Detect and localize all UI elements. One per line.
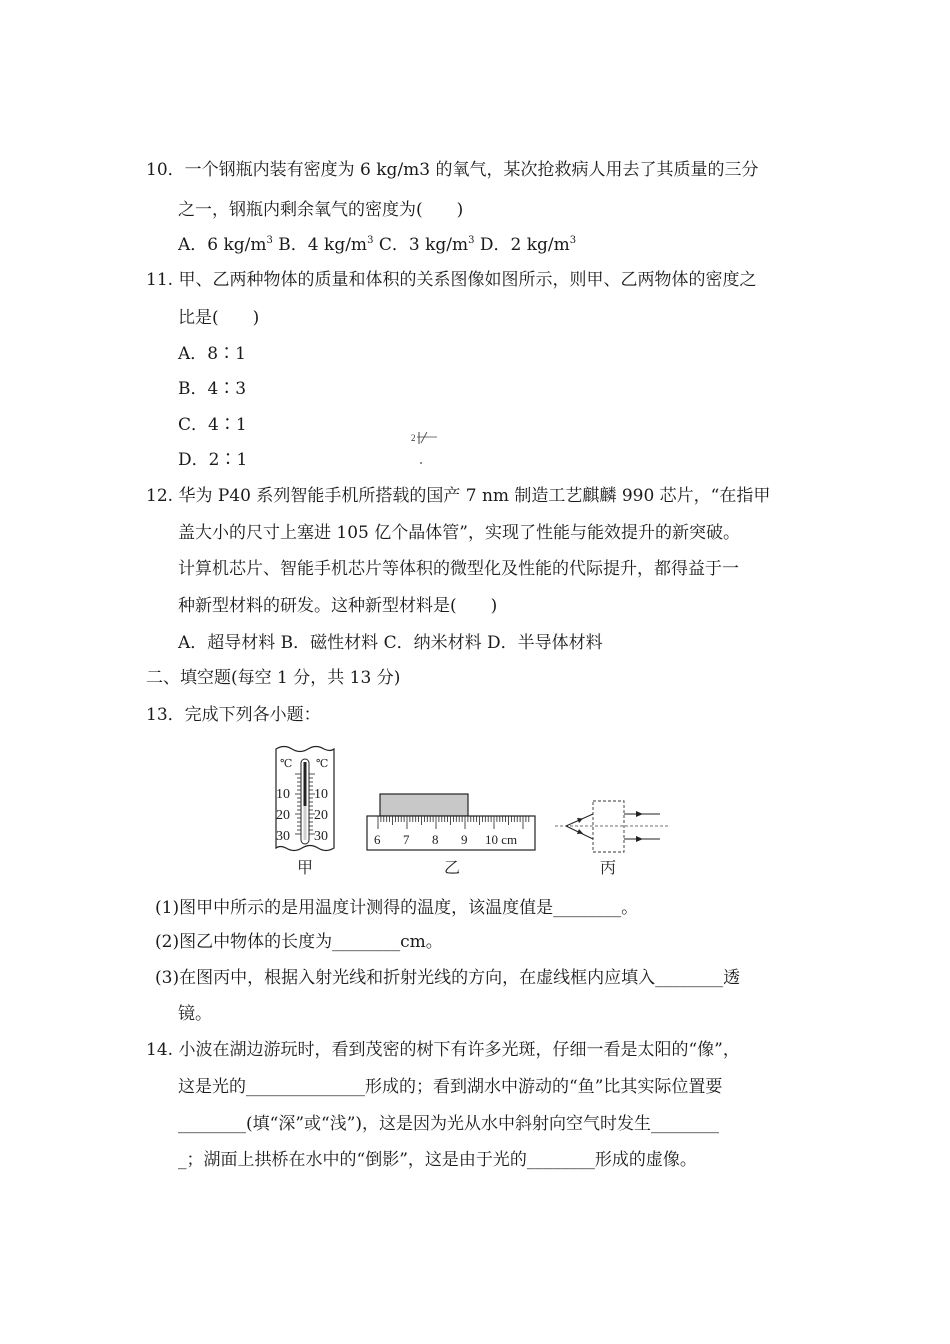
- q12-stem-line1: 12. 华为 P40 系列智能手机所搭载的国产 7 nm 制造工艺麒麟 990 芯片，“在指甲: [146, 486, 771, 506]
- q11-graph-fragment: [408, 428, 444, 468]
- q11-stem-line2: 比是( ): [178, 308, 260, 328]
- q10-options: [178, 233, 576, 257]
- q11-stem-line1: 11. 甲、乙两种物体的质量和体积的关系图像如图所示，则甲、乙两物体的密度之: [146, 270, 757, 290]
- q10-stem-line2: 之一，钢瓶内剩余氧气的密度为( ): [178, 200, 464, 220]
- q12-stem-line2: 盖大小的尺寸上塞进 105 亿个晶体管”，实现了性能与能效提升的新突破。: [178, 523, 740, 543]
- thermo-right-30: 30: [314, 829, 328, 844]
- q10-sup-a: 3: [266, 235, 273, 246]
- thermo-unit-left: ℃: [280, 758, 293, 770]
- q12-options: A．超导材料 B．磁性材料 C．纳米材料 D．半导体材料: [178, 633, 603, 653]
- thermo-left-30: 30: [276, 829, 290, 844]
- q11-option-a: A．8∶1: [178, 344, 246, 364]
- q10-option-d: D．2 kg/m: [474, 235, 570, 255]
- q13-figure: [270, 744, 680, 880]
- ruler-label-7: 7: [403, 832, 410, 847]
- thermo-unit-right: ℃: [316, 758, 329, 770]
- caption-yi: 乙: [444, 860, 461, 877]
- q12-stem-line3: 计算机芯片、智能手机芯片等体积的微型化及性能的代际提升，都得益于一: [178, 559, 739, 579]
- q13-sub3-line1: (3)在图丙中，根据入射光线和折射光线的方向，在虚线框内应填入________透: [155, 968, 741, 988]
- q11-option-b: B．4∶3: [178, 379, 247, 399]
- thermo-right-20: 20: [314, 808, 328, 823]
- q11-option-c: C．4∶1: [178, 415, 247, 435]
- thermo-left-20: 20: [276, 808, 290, 823]
- ruler-label-9: 9: [461, 832, 468, 847]
- section-title: 二、填空题(每空 1 分，共 13 分): [146, 668, 401, 688]
- caption-bing: 丙: [600, 860, 617, 877]
- lens-figure: [555, 801, 668, 877]
- q14-line3: ________(填“深”或“浅”)，这是因为光从水中斜射向空气时发生________: [178, 1114, 720, 1134]
- ruler-label-8: 8: [432, 832, 439, 847]
- q10-sup-c: 3: [468, 235, 475, 246]
- q11-option-d: D．2∶1: [178, 450, 248, 470]
- q13-sub2: (2)图乙中物体的长度为________cm。: [155, 932, 443, 952]
- q11-graph-label: 2: [411, 433, 416, 443]
- q10-sup-d: 3: [569, 235, 577, 246]
- thermo-left-10: 10: [276, 787, 290, 802]
- q14-line1: 14. 小波在湖边游玩时，看到茂密的树下有许多光斑，仔细一看是太阳的“像”，: [146, 1040, 740, 1060]
- ruler-label-6: 6: [374, 832, 381, 847]
- q10-sup-b: 3: [367, 235, 374, 246]
- thermometer-figure: [276, 747, 334, 878]
- q14-line2: 这是光的______________形成的；看到湖水中游动的“鱼”比其实际位置要: [178, 1077, 723, 1097]
- ruler-figure: [367, 794, 535, 877]
- q10-option-c: C．3 kg/m: [373, 235, 469, 255]
- q10-option-b: B．4 kg/m: [272, 235, 368, 255]
- q14-line4: _；湖面上拱桥在水中的“倒影”，这是由于光的________形成的虚像。: [178, 1150, 697, 1170]
- ruler-label-10cm: 10 cm: [485, 832, 518, 847]
- caption-jia: 甲: [297, 860, 314, 877]
- q13-sub3-line2: 镜。: [178, 1004, 212, 1024]
- thermo-right-10: 10: [314, 787, 328, 802]
- q10-stem-line1: 10．一个钢瓶内装有密度为 6 kg/m3 的氧气，某次抢救病人用去了其质量的三分: [146, 160, 759, 180]
- q10-option-a: A．6 kg/m: [178, 235, 267, 255]
- q12-stem-line4: 种新型材料的研发。这种新型材料是( ): [178, 596, 498, 616]
- q13-sub1: (1)图甲中所示的是用温度计测得的温度，该温度值是________。: [155, 898, 639, 918]
- q13-title: 13．完成下列各小题：: [146, 705, 321, 725]
